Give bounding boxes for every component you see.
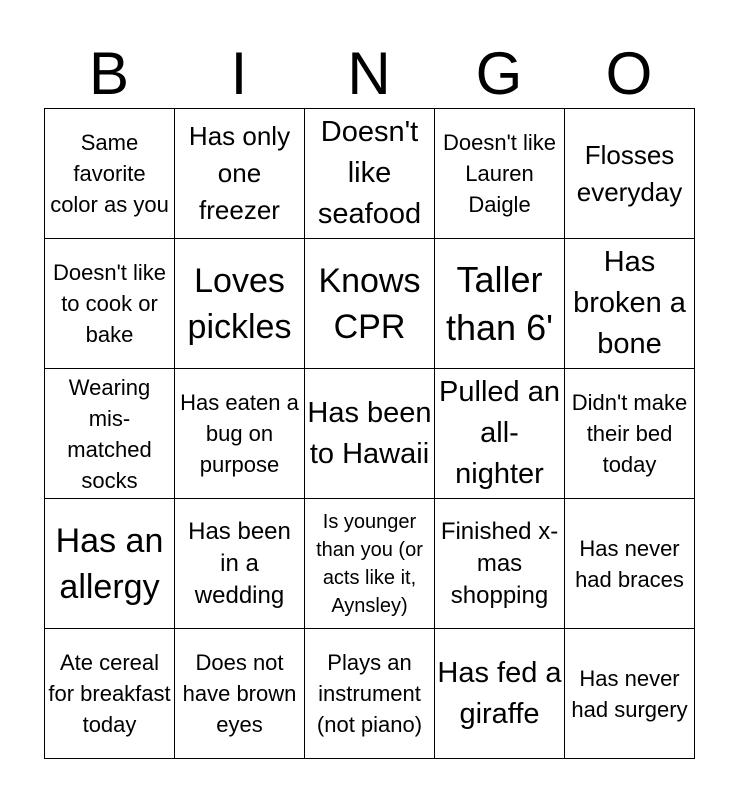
bingo-cell[interactable] <box>174 628 305 759</box>
cell-text: Is younger than you (or acts like it, Aynsley) <box>316 510 423 617</box>
cell-text: Does not have brown eyes <box>182 650 297 737</box>
cell-text: Didn't make their bed today <box>571 390 688 477</box>
cell-text: Has an allergy <box>55 521 164 606</box>
bingo-cell[interactable] <box>44 628 175 759</box>
header-letter-b: B <box>88 40 130 107</box>
bingo-cell[interactable] <box>174 238 305 369</box>
bingo-cell[interactable] <box>564 238 695 369</box>
cell-text: Same favorite color as you <box>50 130 169 217</box>
bingo-cell[interactable] <box>434 628 565 759</box>
cell-text: Has broken a bone <box>573 246 686 360</box>
bingo-cell[interactable] <box>44 498 175 629</box>
header-letter-n: N <box>347 40 391 107</box>
bingo-cell[interactable] <box>564 108 695 239</box>
bingo-cell[interactable] <box>434 498 565 629</box>
cell-text: Plays an instrument (not piano) <box>316 650 423 737</box>
header-letter-i: I <box>230 40 248 107</box>
cell-text: Doesn't like seafood <box>317 116 422 230</box>
cell-text: Doesn't like Lauren Daigle <box>442 130 557 217</box>
cell-text: Has never had surgery <box>571 665 688 722</box>
cell-text: Has fed a giraffe <box>437 656 562 730</box>
cell-text: Pulled an all-nighter <box>439 376 560 490</box>
bingo-cell[interactable] <box>174 368 305 499</box>
cell-text: Has been in a wedding <box>188 517 291 609</box>
bingo-card-grid <box>44 108 694 758</box>
bingo-cell[interactable] <box>434 238 565 369</box>
cell-text: Finished x-mas shopping <box>440 517 559 609</box>
cell-text: Knows CPR <box>318 261 421 346</box>
cell-text: Doesn't like to cook or bake <box>52 260 167 347</box>
cell-text: Has been to Hawaii <box>307 396 432 470</box>
bingo-cell[interactable] <box>564 498 695 629</box>
header-letter-o: O <box>605 40 653 107</box>
bingo-cell[interactable] <box>304 238 435 369</box>
bingo-cell[interactable] <box>304 628 435 759</box>
cell-text: Loves pickles <box>187 261 292 346</box>
bingo-cell[interactable] <box>174 108 305 239</box>
cell-text: Has never had braces <box>575 535 684 592</box>
cell-text: Has eaten a bug on purpose <box>180 390 299 477</box>
bingo-cell[interactable] <box>44 238 175 369</box>
cell-text: Has only one freezer <box>188 121 291 225</box>
bingo-cell[interactable] <box>304 498 435 629</box>
bingo-cell[interactable] <box>304 108 435 239</box>
cell-text: Taller than 6' <box>446 258 553 348</box>
cell-text: Flosses everyday <box>576 139 683 207</box>
bingo-cell[interactable] <box>434 368 565 499</box>
bingo-cell[interactable] <box>564 628 695 759</box>
bingo-cell[interactable] <box>304 368 435 499</box>
cell-text: Wearing mis-matched socks <box>67 374 152 493</box>
bingo-cell[interactable] <box>44 108 175 239</box>
bingo-cell[interactable] <box>44 368 175 499</box>
bingo-header <box>44 40 694 108</box>
bingo-cell[interactable] <box>564 368 695 499</box>
bingo-cell[interactable] <box>434 108 565 239</box>
header-letter-g: G <box>475 40 523 107</box>
cell-text: Ate cereal for breakfast today <box>48 650 171 737</box>
bingo-cell[interactable] <box>174 498 305 629</box>
